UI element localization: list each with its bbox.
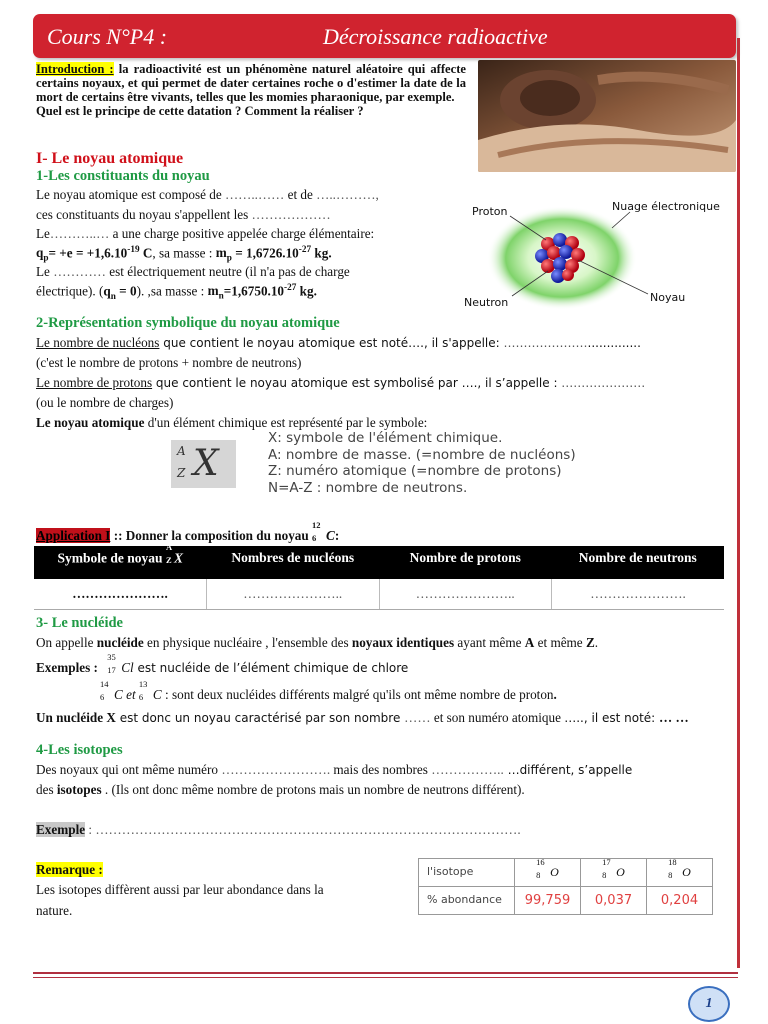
nuclide-example-1: Exemples : 35 17 Cl est nucléide de l’élément chimique de chlore (36, 652, 409, 676)
table-row: % abondance 99,759 0,037 0,204 (419, 887, 713, 915)
introduction (36, 63, 466, 118)
course-title: Décroissance radioactive (323, 24, 548, 49)
isotopes-definition-2: des isotopes . (Ils ont donc même nombre de protons mais un nombre de neutrons différent). (36, 782, 525, 797)
isotope-example-line: Exemple : ……………………………………………………………………………………. (36, 822, 521, 837)
right-border-line (737, 38, 740, 968)
application-line: Application I :: Donner la composition du noyau 12 6 C: (36, 520, 340, 544)
symbol-legend: X: symbole de l'élément chimique. A: nombre de masse. (=nombre de nucléons) Z: numéro atomique (=nombre de protons) N=A-Z : nombre de neutrons. (268, 430, 576, 496)
constituents-line-2: ces constituants du noyau s'appellent les ……………… (36, 207, 331, 222)
isotope-abundance-table (418, 858, 713, 915)
section-3-title: 3- Le nucléide (36, 615, 123, 631)
table-header-row: Symbole de noyau A Z X Nombres de nucléons Nombre de protons Nombre de neutrons (34, 546, 724, 579)
composition-table (34, 542, 724, 610)
intro-question: Quel est le principe de cette datation ? Comment la réaliser ? (36, 103, 364, 118)
label-proton: Proton (472, 205, 508, 218)
footer-line (33, 972, 738, 974)
nuclide-notation-line: Un nucléide X est donc un noyau caractérisé par son nombre …… et son numéro atomique ….., il est noté: … … (36, 710, 689, 725)
atom-diagram (462, 196, 737, 311)
nucleon-number-line: Le nombre de nucléons que contient le noyau atomique est noté…., il s'appelle: ………………….............. (36, 335, 641, 350)
footer-line-thin (33, 977, 738, 978)
nuclide-symbol-box: A Z X (171, 440, 236, 488)
nuclide-example-2: 14 6 C et 13 6 C : sont deux nucléides différents malgré qu'ils ont même nombre de proton. (100, 679, 557, 703)
constituents-line-1: Le noyau atomique est composé de ……..…… et de …..………, (36, 187, 379, 202)
page-header (33, 14, 736, 58)
proton-charge-line: Le………..… a une charge positive appelée charge élémentaire: (36, 226, 375, 241)
table-row: l'isotope 16 8 O 17 8 O 18 8 O (419, 859, 713, 887)
course-number: Cours N°P4 : (47, 24, 168, 49)
symbol-intro-line: Le noyau atomique d'un élément chimique est représenté par le symbole: (36, 415, 428, 430)
remark-line-1: Les isotopes diffèrent aussi par leur abondance dans la (36, 882, 324, 897)
section-1-2-title: 2-Représentation symbolique du noyau atomique (36, 315, 340, 331)
isotopes-definition-1: Des noyaux qui ont même numéro ……………………. mais des nombres …………….. …différent, s’appelle (36, 762, 633, 777)
section-1-1-title: 1-Les constituants du noyau (36, 168, 210, 184)
intro-label: Introduction : (36, 62, 114, 76)
remark-line-2: nature. (36, 903, 73, 918)
proton-values-line: $q_p= +e = +1,6.10^{-19}$ C, sa masse : $m_p = 1,6726.10^{-27}$ kg. (36, 244, 332, 264)
page-number: 1 (688, 986, 730, 1022)
proton-number-line: Le nombre de protons que contient le noyau atomique est symbolisé par …., il s’appelle : ………………… (36, 375, 646, 390)
nuclide-definition: On appelle nucléide en physique nucléaire , l'ensemble des noyaux identiques ayant même A et même Z. (36, 635, 599, 650)
section-1-title: I- Le noyau atomique (36, 150, 184, 167)
label-electron-cloud: Nuage électronique (612, 200, 720, 213)
neutron-line-1: Le ………… est électriquement neutre (il n'a pas de charge (36, 264, 350, 279)
neutron-line-2: électrique). $(q_n = 0)$. ,sa masse : $m_n=1,6750.10^{-27}$ kg. (36, 282, 317, 302)
label-neutron: Neutron (464, 296, 509, 309)
remark-label: Remarque : (36, 862, 103, 877)
section-4-title: 4-Les isotopes (36, 742, 123, 758)
proton-number-note: (ou le nombre de charges) (36, 395, 174, 410)
label-nucleus: Noyau (650, 291, 686, 304)
mummy-image (478, 60, 736, 172)
application-label: Application I (36, 528, 111, 544)
nucleon-number-note: (c'est le nombre de protons + nombre de neutrons) (36, 355, 302, 370)
table-row: …………………. ………………….. ………………….. …………………. (34, 579, 724, 609)
intro-text: la radioactivité est un phénomène naturel aléatoire qui affecte certains noyaux, et qui permet de dater certaines roche o d'estimer la date de la mort de certains être vivants, telles que les momies pharaonique, par exemple. (36, 62, 466, 104)
